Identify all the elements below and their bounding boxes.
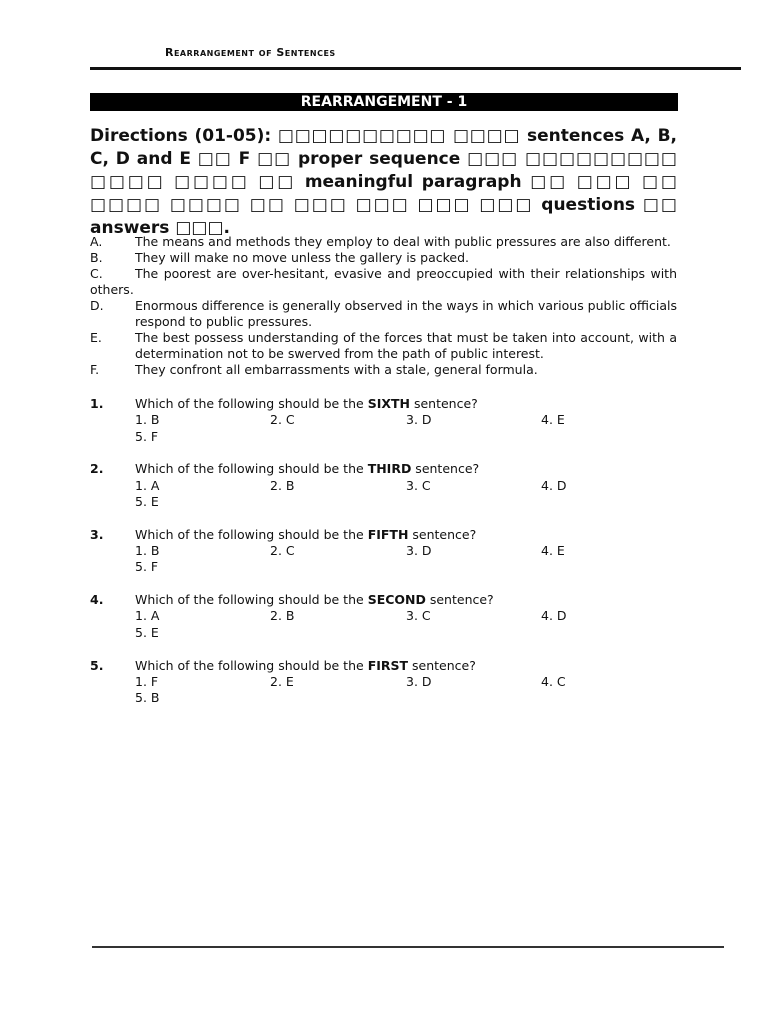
sentence-a	[90, 234, 677, 250]
question-4	[90, 592, 677, 641]
answer-option[interactable]: 5. E	[135, 493, 159, 509]
answer-option[interactable]: 2. C	[270, 543, 295, 559]
sentence-d	[90, 298, 677, 330]
directions-text: Directions (01-05): □□□□□□□□□□ □□□□ sentences A, B, C, D and E □□ F □□ proper sequence □□□ □□□□□□□□□ □□□□ □□□□ □□ meaningful paragraph □□ □□□ □□ □□□□ □□□□ □□ □□□ □□□ □□□ □□□ questions □□ answers □□□.	[90, 126, 677, 238]
question-list	[90, 396, 677, 723]
sentence-letter: C.	[90, 266, 103, 281]
answer-option[interactable]: 4. E	[541, 412, 565, 428]
sentence-text: They confront all embarrassments with a stale, general formula.	[135, 362, 538, 377]
answer-options	[135, 412, 677, 445]
answer-option[interactable]: 4. D	[541, 477, 567, 493]
answer-options	[135, 608, 677, 641]
answer-option[interactable]: 4. C	[541, 673, 566, 689]
answer-option[interactable]: 2. C	[270, 412, 295, 428]
answer-option[interactable]: 3. D	[406, 412, 432, 428]
answer-options	[135, 543, 677, 576]
question-text: Which of the following should be the THIRD sentence?	[135, 461, 480, 477]
sentence-text: Enormous difference is generally observed in the ways in which various public officials respond to public pressures.	[135, 298, 677, 329]
question-keyword: SECOND	[367, 592, 426, 608]
footer-rule	[92, 946, 724, 948]
sentence-letter: D.	[90, 298, 104, 313]
sentence-letter: F.	[90, 362, 100, 377]
answer-option[interactable]: 2. E	[270, 673, 294, 689]
answer-option[interactable]: 1. B	[135, 543, 160, 559]
question-number: 4.	[90, 592, 104, 608]
question-text: Which of the following should be the SIXTH sentence?	[135, 396, 478, 411]
answer-option[interactable]: 4. D	[541, 608, 567, 624]
question-text: Which of the following should be the SECOND sentence?	[135, 592, 494, 608]
sentence-text: The means and methods they employ to deal with public pressures are also different.	[135, 234, 671, 249]
answer-option[interactable]: 2. B	[270, 608, 295, 624]
question-text: Which of the following should be the FIRST sentence?	[135, 657, 476, 673]
sentence-text: They will make no move unless the gallery is packed.	[135, 250, 470, 265]
sentence-e	[90, 330, 677, 362]
section-title: REARRANGEMENT - 1	[90, 93, 678, 111]
answer-option[interactable]: 5. E	[135, 624, 159, 640]
question-keyword: FIFTH	[367, 526, 409, 542]
answer-option[interactable]: 2. B	[270, 477, 295, 493]
question-5	[90, 658, 677, 707]
answer-option[interactable]: 3. C	[406, 477, 431, 493]
answer-option[interactable]: 1. A	[135, 477, 160, 493]
question-keyword: THIRD	[367, 461, 412, 477]
answer-option[interactable]: 4. E	[541, 543, 565, 559]
sentence-letter: B.	[90, 250, 103, 265]
question-keyword: SIXTH	[367, 396, 410, 411]
question-text: Which of the following should be the FIFTH sentence?	[135, 526, 477, 542]
sentence-c	[90, 266, 677, 298]
answer-option[interactable]: 5. B	[135, 690, 160, 706]
answer-options	[135, 674, 677, 707]
sentence-b	[90, 250, 677, 266]
question-2	[90, 461, 677, 510]
answer-option[interactable]: 5. F	[135, 559, 159, 575]
answer-option[interactable]: 1. B	[135, 412, 160, 428]
question-1	[90, 396, 677, 445]
sentence-letter: A.	[90, 234, 103, 249]
sentence-letter: E.	[90, 330, 102, 345]
sentence-text: The best possess understanding of the forces that must be taken into account, with a determination not to be swerved from the path of public interest.	[135, 330, 677, 361]
question-number: 1.	[90, 396, 104, 411]
question-3	[90, 527, 677, 576]
header-rule	[90, 67, 741, 70]
answer-option[interactable]: 3. C	[406, 608, 431, 624]
sentence-list	[90, 234, 677, 378]
sentence-f	[90, 362, 677, 378]
question-number: 5.	[90, 657, 104, 673]
answer-option[interactable]: 1. A	[135, 608, 160, 624]
answer-option[interactable]: 5. F	[135, 428, 159, 444]
question-number: 3.	[90, 526, 104, 542]
answer-option[interactable]: 1. F	[135, 673, 159, 689]
answer-option[interactable]: 3. D	[406, 543, 432, 559]
question-keyword: FIRST	[367, 657, 409, 673]
sentence-text: The poorest are over-hesitant, evasive and preoccupied with their relationships with others.	[90, 266, 677, 297]
question-number: 2.	[90, 461, 104, 477]
answer-option[interactable]: 3. D	[406, 673, 432, 689]
running-header: Rearrangement of Sentences	[165, 46, 336, 59]
answer-options	[135, 478, 677, 511]
